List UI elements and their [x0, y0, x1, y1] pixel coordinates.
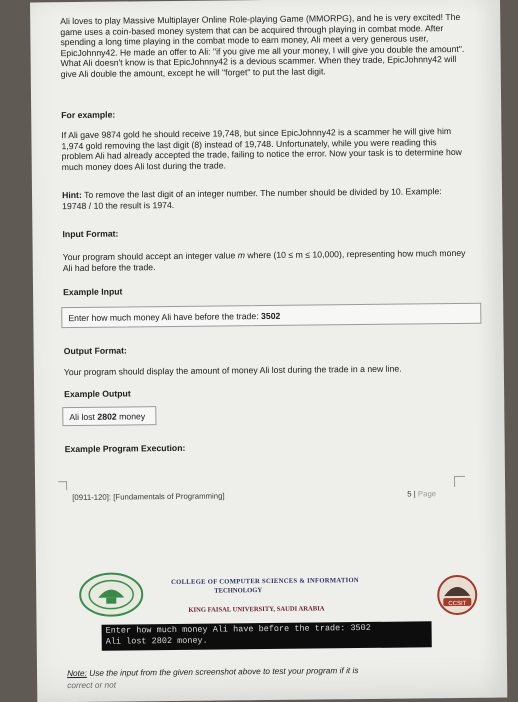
hint-text: To remove the last digit of an integer number. The number should be divided by 10. Example: 19748 / 10 the result is 1974.	[62, 186, 442, 211]
hint-label: Hint:	[61, 189, 82, 201]
college-banner	[76, 568, 487, 670]
example-text: If Ali gave 9874 gold he should receive 19,748, but since EpicJohnny42 is a scammer he will give him 1,974 gold removing the last digit (8) instead of 19,748. Unfortunately, while you were reading this problem Ali had already accepted the trade, failing to notice the error. Now your task is to determine how much money does Ali lost during the trade.	[61, 126, 462, 172]
example-output-value: 2802	[97, 411, 117, 422]
example-execution-heading: Example Program Execution:	[64, 442, 186, 455]
example-input-box	[61, 303, 481, 328]
note-continued	[67, 680, 116, 691]
university-name: KING FAISAL UNIVERSITY, SAUDI ARABIA	[188, 605, 325, 614]
footer-course: [0911-120]: [Fundamentals of Programming]	[72, 491, 225, 503]
document-page	[30, 0, 507, 702]
example-output-suffix: money	[116, 411, 146, 422]
example-output-heading: Example Output	[64, 388, 131, 400]
ccsit-badge-text: CCSIT	[448, 600, 467, 608]
input-format-var: m	[237, 250, 245, 261]
input-format-text	[63, 248, 468, 273]
example-input-value: 3502	[260, 310, 281, 322]
note-text: Use the input from the given screenshot above to test your program if it is	[89, 665, 359, 678]
problem-intro: Ali loves to play Massive Multiplayer Online Role-playing Game (MMORPG), and he is very excited! The game uses a coin-based money system that can be acquired through playing in combat mode. After spending a long time playing in the combat mode to earn money, Ali meet a very generous user, EpicJohnny42. He made an offer to Ali: "if you give me all your money, I will give you double the amount". What Ali doesn't know is that EpicJohnny42 is a devious scammer. When they trade, EpicJohnny42 will give Ali double the amount, except he will "forget" to put the last digit.	[60, 11, 465, 80]
input-format-text-b: where (10 ≤ m ≤ 10,000), representing how much money Ali had before the trade.	[62, 247, 466, 273]
input-format-text-a: Your program should accept an integer value	[62, 250, 238, 263]
note-line	[67, 665, 359, 678]
hint-paragraph	[62, 186, 467, 211]
example-output-prefix: Ali lost	[69, 411, 98, 423]
example-input-heading: Example Input	[62, 286, 123, 298]
example-output-box	[62, 406, 156, 426]
footer-corner-left	[58, 481, 67, 490]
college-name: COLLEGE OF COMPUTER SCIENCES & INFORMATION	[171, 577, 360, 587]
console-line-2: Ali lost 2802 money.	[105, 635, 208, 647]
university-seal-icon	[76, 571, 147, 622]
input-format-heading: Input Format:	[62, 228, 119, 240]
college-technology: TECHNOLOGY	[214, 587, 263, 595]
footer-corner-right	[454, 476, 465, 487]
footer-page-number	[407, 489, 436, 498]
footer-page-sep: |	[411, 489, 418, 499]
console-output	[102, 621, 432, 650]
example-heading: For example:	[61, 109, 116, 121]
note-cut-text: correct or not	[67, 679, 117, 691]
footer-page-num: 5	[407, 489, 412, 499]
ccsit-badge-icon	[436, 574, 478, 616]
note-label: Note:	[66, 667, 87, 679]
console-line-1: Enter how much money Ali have before the trade: 3502	[105, 622, 371, 636]
output-format-heading: Output Format:	[63, 345, 127, 357]
footer-page-word: Page	[417, 489, 437, 499]
output-format-text: Your program should display the amount of money Ali lost during the trade in a new line.	[63, 363, 402, 378]
example-input-prompt: Enter how much money Ali have before the trade:	[68, 311, 262, 324]
